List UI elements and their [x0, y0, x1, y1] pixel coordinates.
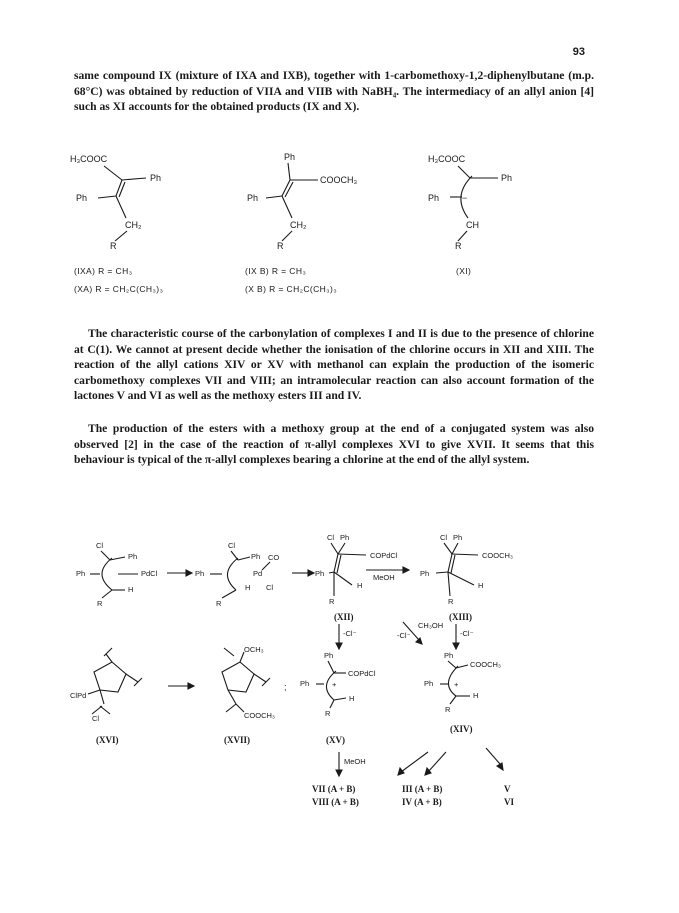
label-ph: Ph [420, 569, 430, 578]
compound-label-xiv: (XIV) [450, 724, 473, 734]
label-meoh: MeOH [344, 757, 366, 766]
product-v: V [504, 784, 511, 794]
compound-label-xvi: (XVI) [96, 735, 119, 745]
label-r: R [325, 709, 331, 718]
label-h: H [473, 691, 479, 700]
label-ph: Ph [453, 533, 463, 542]
caption-xa: (XA) R = CH₂C(CH₃)₃ [74, 284, 164, 294]
label-cl: Cl [92, 714, 100, 723]
label-r: R [110, 241, 117, 251]
label-clpd: ClPd [70, 691, 87, 700]
label-ph: Ph [444, 651, 454, 660]
caption-ixa: (IXA) R = CH₃ [74, 266, 133, 276]
label-ph: Ph [340, 533, 350, 542]
compound-label-xii: (XII) [334, 612, 354, 622]
caption-xi: (XI) [456, 266, 472, 276]
label-pdcl: PdCl [141, 569, 158, 578]
label-ph: Ph [76, 569, 86, 578]
label-r: R [277, 241, 284, 251]
structure-xv [300, 651, 376, 745]
label-ph: Ph [300, 679, 310, 688]
label-minus: − [462, 193, 468, 203]
label-ph: Ph [195, 569, 205, 578]
label-cooch3: COOCH₃ [470, 660, 501, 669]
label-ph: Ph [324, 651, 334, 660]
label-ph: Ph [251, 552, 261, 561]
label-cl: Cl [266, 583, 274, 592]
label-ph: Ph [284, 152, 296, 162]
product-iv: IV (A + B) [402, 797, 442, 807]
label-cl: Cl [96, 541, 104, 550]
label-plus: + [454, 680, 459, 689]
label-ph: Ph [424, 679, 434, 688]
label-h: H [349, 694, 355, 703]
label-h3cooc: H₃COOC [428, 154, 466, 164]
label-cooch3: COOCH₃ [482, 551, 513, 560]
label-cl: Cl [327, 533, 335, 542]
label-ch: CH [466, 220, 479, 230]
label-h: H [128, 585, 134, 594]
label-ph: Ph [428, 193, 440, 203]
product-viii: VIII (A + B) [312, 797, 359, 807]
product-vi: VI [504, 797, 515, 807]
label-plus: + [332, 680, 337, 689]
label-r: R [445, 705, 451, 714]
caption-xb: (X B) R = CH₂C(CH₃)₃ [245, 284, 338, 294]
label-minus-cl: -Cl⁻ [460, 629, 474, 638]
label-ph: Ph [128, 552, 138, 561]
label-minus-cl: -Cl⁻ [343, 629, 357, 638]
structure-allyl-pdcl [76, 541, 158, 608]
compound-label-xvii: (XVII) [224, 735, 250, 745]
label-ch3oh: CH₃OH [418, 621, 444, 630]
paragraph-reduction: same compound IX (mixture of IXA and IXB), together with 1-carbomethoxy-1,2-diphenylbutane (m.p. 68°C) was obtained by reduction of VIIA and VIIB with NaBH₄. The intermediacy of an allyl anion [4] such as XI accounts for the obtained products (IX and X). [74, 69, 594, 114]
label-ph: Ph [315, 569, 325, 578]
label-semicolon: ; [284, 682, 287, 692]
label-r: R [329, 597, 335, 606]
compound-label-xv: (XV) [326, 735, 345, 745]
label-ch2: CH₂ [125, 220, 142, 230]
paragraph-methoxy-esters: The production of the esters with a methoxy group at the end of a conjugated system was also observed [2] in the case of the reaction of π-allyl complexes XVI to give XVII. It seems that this behaviour is typical of the π-allyl complexes bearing a chlorine at the end of the allyl system. [74, 422, 594, 467]
label-r: R [455, 241, 462, 251]
page-number: 93 [572, 46, 585, 58]
structure-xvii [222, 645, 275, 745]
structure-allyl-pd-co [195, 541, 279, 608]
label-cooch3: COOCH₃ [244, 711, 275, 720]
label-ph: Ph [501, 173, 513, 183]
label-h3cooc: H₃COOC [70, 154, 108, 164]
structure-xiii [420, 533, 513, 622]
product-vii: VII (A + B) [312, 784, 356, 794]
label-copdcl: COPdCl [370, 551, 398, 560]
paragraph-carbonylation: The characteristic course of the carbonylation of complexes I and II is due to the presence of chlorine at C(1). We cannot at present decide whether the ionisation of the chlorine occurs in XII and XIII. The reaction of the allyl cations XIV or XV with methanol can explain the production of the isomeric carbomethoxy complexes VII and VIII; an intramolecular reaction can also account formation of the lactones V and VI as well as the methoxy esters III and IV. [74, 327, 594, 403]
label-ph: Ph [150, 173, 162, 183]
label-ph: Ph [247, 193, 259, 203]
label-h: H [478, 581, 484, 590]
label-pd: Pd [253, 569, 263, 578]
label-minus-cl: -Cl⁻ [397, 631, 411, 640]
label-h: H [245, 583, 251, 592]
label-co: CO [268, 553, 280, 562]
label-ch2: CH₂ [290, 220, 307, 230]
label-meoh: MeOH [373, 573, 395, 582]
label-h: H [357, 581, 363, 590]
structure-xiv [424, 651, 501, 734]
label-cl: Cl [440, 533, 448, 542]
label-ph: Ph [76, 193, 88, 203]
label-r: R [216, 599, 222, 608]
label-cooch3: COOCH₃ [320, 175, 358, 185]
label-cl: Cl [228, 541, 236, 550]
caption-ixb: (IX B) R = CH₃ [245, 266, 307, 276]
label-och3: OCH₃ [244, 645, 264, 654]
label-copdcl: COPdCl [348, 669, 376, 678]
structure-xvi [70, 648, 142, 745]
product-iii: III (A + B) [402, 784, 443, 794]
label-r: R [448, 597, 454, 606]
compound-label-xiii: (XIII) [449, 612, 473, 622]
label-r: R [97, 599, 103, 608]
